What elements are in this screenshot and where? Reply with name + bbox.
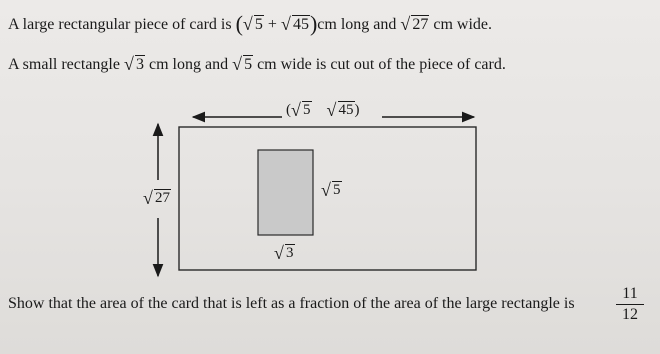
small-height-root-value: 5	[333, 182, 341, 198]
root-5-value: 5	[254, 16, 263, 33]
line1-wide: cm wide.	[433, 16, 493, 33]
answer-fraction	[616, 285, 644, 324]
small-width-root: √ 3	[274, 243, 294, 263]
root-27-expression: √ 27	[400, 14, 429, 34]
line2-prefix: A small rectangle	[8, 56, 120, 73]
top-root-45: √ 45	[326, 100, 354, 120]
root-27-value: 27	[412, 16, 429, 33]
root-3-expression: √ 3	[123, 54, 144, 74]
top-close-paren: )	[354, 102, 360, 118]
height-root-value: 27	[155, 190, 170, 206]
close-bracket: )	[309, 11, 318, 36]
line1-long: cm long and	[317, 16, 397, 33]
height-label	[143, 190, 171, 207]
line2-wide: cm wide is cut out of the piece of card.	[257, 56, 506, 73]
plus-sign: +	[267, 16, 277, 33]
top-root-5-value: 5	[303, 102, 311, 118]
root-5-expression-2: √ 5	[232, 54, 253, 74]
line2-long: cm long and	[148, 56, 229, 73]
root-5-expression: √ 5	[242, 14, 263, 34]
line1-prefix: A large rectangular piece of card is	[8, 16, 232, 33]
question-line-1	[8, 11, 492, 37]
question-line-3: Show that the area of the card that is left as a fraction of the area of the large rectangle is	[8, 295, 575, 312]
small-width-root-value: 3	[286, 245, 294, 261]
small-height-label	[321, 182, 342, 199]
small-width-label	[274, 245, 295, 262]
fraction-bar	[616, 304, 644, 305]
top-open-paren: (	[286, 102, 291, 118]
top-root-45-value: 45	[338, 102, 354, 118]
small-height-root: √ 5	[321, 180, 341, 200]
top-width-label	[286, 102, 360, 119]
top-root-5: √ 5	[291, 100, 311, 120]
fraction-numerator: 11	[622, 285, 638, 302]
question-line-2	[8, 56, 506, 74]
root-5-value-2: 5	[244, 56, 253, 73]
root-45-expression: √ 45	[280, 14, 309, 34]
fraction-denominator: 12	[622, 306, 638, 323]
height-root: √ 27	[143, 188, 170, 208]
root-3-value: 3	[135, 56, 144, 73]
open-bracket: (	[235, 11, 243, 36]
small-rectangle	[258, 150, 313, 235]
root-45-value: 45	[292, 16, 309, 33]
